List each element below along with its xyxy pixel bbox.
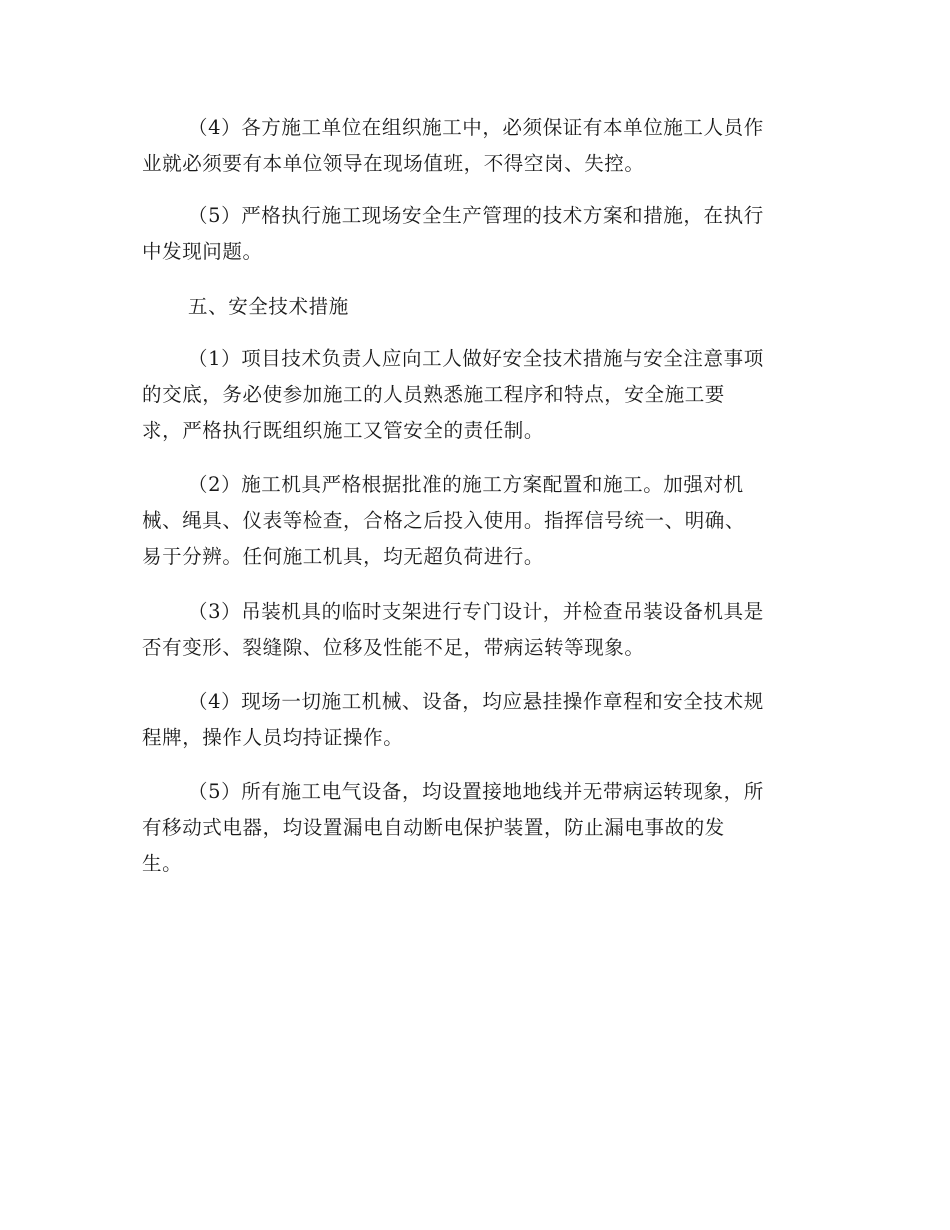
paragraph-5-electrical-grounding xyxy=(142,774,812,882)
paragraph-line: 程牌，操作人员均持证操作。 xyxy=(142,726,404,749)
paragraph-5-execute-plan xyxy=(142,198,812,270)
paragraph-1-safety-briefing xyxy=(142,341,812,449)
section-heading-safety-measures xyxy=(142,289,812,325)
paragraph-line: 否有变形、裂缝隙、位移及性能不足，带病运转等现象。 xyxy=(142,636,645,659)
paragraph-line: （1）项目技术负责人应向工人做好安全技术措施与安全注意事项 xyxy=(188,347,764,370)
paragraph-4-operating-rules xyxy=(142,684,812,756)
paragraph-line: 易于分辨。任何施工机具，均无超负荷进行。 xyxy=(142,545,545,568)
paragraph-line: 械、绳具、仪表等检查，合格之后投入使用。指挥信号统一、明确、 xyxy=(142,509,746,532)
paragraph-line: 有移动式电器，均设置漏电自动断电保护装置，防止漏电事故的发 xyxy=(142,816,725,839)
paragraph-line: 生。 xyxy=(142,852,183,875)
paragraph-4-onsite-duty xyxy=(142,110,812,182)
paragraph-line: （5）严格执行施工现场安全生产管理的技术方案和措施，在执行 xyxy=(188,204,764,227)
paragraph-line: 的交底，务必使参加施工的人员熟悉施工程序和特点，安全施工要 xyxy=(142,383,725,406)
paragraph-line: （3）吊装机具的临时支架进行专门设计，并检查吊装设备机具是 xyxy=(188,600,764,623)
paragraph-line: （4）现场一切施工机械、设备，均应悬挂操作章程和安全技术规 xyxy=(188,690,764,713)
paragraph-line: 业就必须要有本单位领导在现场值班，不得空岗、失控。 xyxy=(142,152,645,175)
paragraph-line: 求，严格执行既组织施工又管安全的责任制。 xyxy=(142,419,545,442)
paragraph-line: 中发现问题。 xyxy=(142,240,263,263)
paragraph-line: （4）各方施工单位在组织施工中，必须保证有本单位施工人员作 xyxy=(188,116,764,139)
paragraph-2-machinery-config xyxy=(142,467,812,575)
section-heading: 五、安全技术措施 xyxy=(188,295,349,318)
paragraph-line: （5）所有施工电气设备，均设置接地地线并无带病运转现象，所 xyxy=(188,780,764,803)
paragraph-3-lifting-equipment xyxy=(142,594,812,666)
paragraph-line: （2）施工机具严格根据批准的施工方案配置和施工。加强对机 xyxy=(188,473,744,496)
